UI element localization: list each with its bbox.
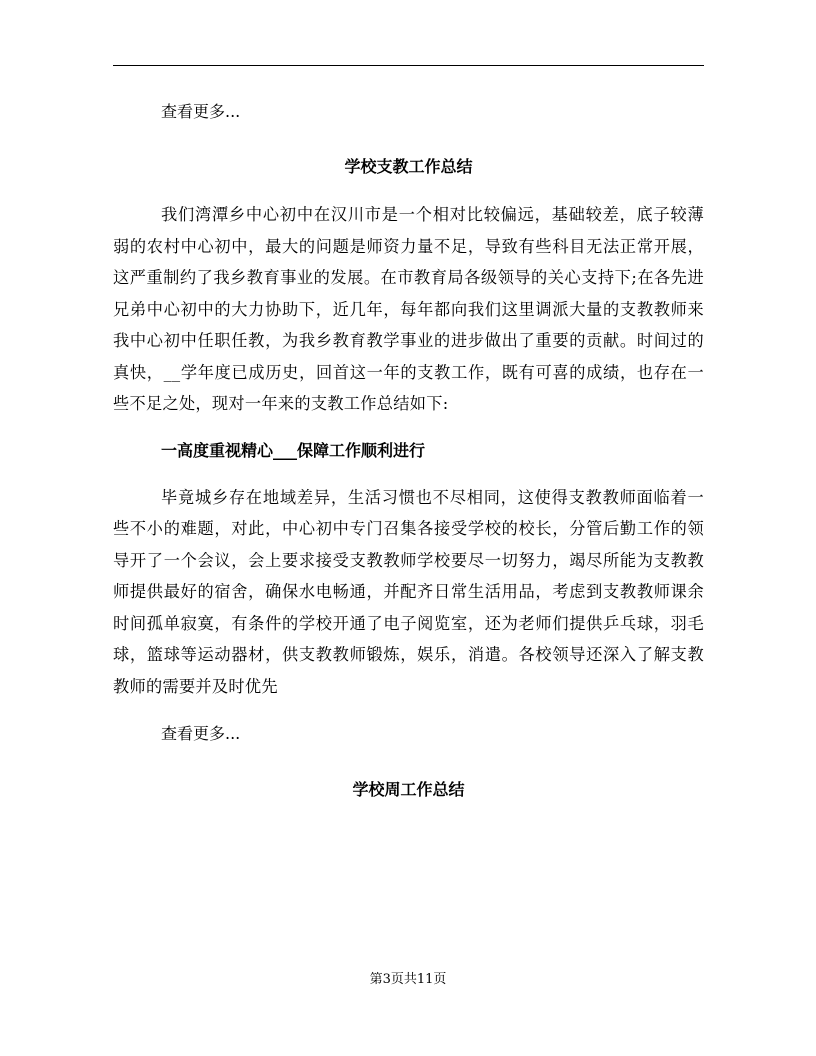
header-rule	[113, 65, 704, 66]
document-title-1: 学校支教工作总结	[344, 157, 473, 176]
paragraph-2: 毕竟城乡存在地域差异，生活习惯也不尽相同，这使得支教教师面临着一些不小的难题，对此，中心初中专门召集各接受学校的校长，分管后勤工作的领导开了一个会议，会上要求接受支教教师学校要尽一切努力，竭尽所能为支教教师提供最好的宿舍，确保水电畅通，并配齐日常生活用品，考虑到支教教师课余时间孤单寂寞，有条件的学校开通了电子阅览室，还为老师们提供乒乓球，羽毛球，篮球等运动器材，供支教教师锻炼，娱乐，消遣。各校领导还深入了解支教教师的需要并及时优先	[113, 487, 704, 696]
page-number-footer: 第3页共11页	[369, 972, 447, 987]
paragraph-1: 我们湾潭乡中心初中在汉川市是一个相对比较偏远，基础较差，底子较薄弱的农村中心初中，最大的问题是师资力量不足，导致有些科目无法正常开展，这严重制约了我乡教育事业的发展。在市教育局各级领导的关心支持下;在各先进兄弟中心初中的大力协助下，近几年，每年都向我们这里调派大量的支教教师来我中心初中任职任教，为我乡教育教学事业的进步做出了重要的贡献。时间过的真快，__学年度已成历史，回首这一年的支教工作，既有可喜的成绩，也存在一些不足之处，现对一年来的支教工作总结如下:	[113, 205, 704, 413]
section-heading-1: 一高度重视精心___保障工作顺利进行	[161, 440, 426, 460]
page-content	[113, 88, 704, 806]
document-title-2: 学校周工作总结	[352, 780, 465, 799]
view-more-link-2[interactable]: 查看更多...	[161, 724, 241, 743]
view-more-link-1[interactable]: 查看更多...	[161, 102, 241, 121]
